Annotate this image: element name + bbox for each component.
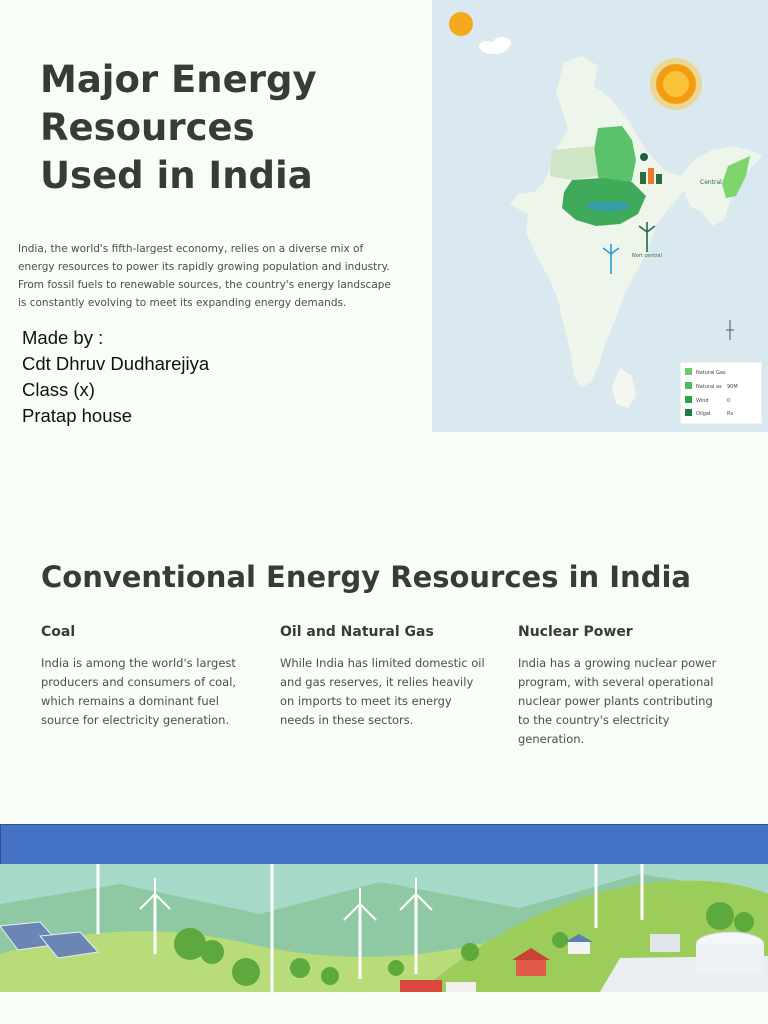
legend-value: 0 bbox=[727, 398, 731, 404]
text-line: program, with several operational bbox=[518, 675, 714, 689]
landscape-svg bbox=[0, 864, 768, 992]
title-line: Used in India bbox=[40, 154, 313, 197]
nuclear-column bbox=[518, 624, 728, 749]
text-line: to the country's electricity bbox=[518, 713, 670, 727]
column-title: Coal bbox=[41, 624, 76, 640]
text-line: on imports to meet its energy bbox=[280, 694, 452, 708]
text-line: India has a growing nuclear power bbox=[518, 656, 717, 670]
author-class: Class (x) bbox=[22, 379, 95, 400]
title-line: Resources bbox=[40, 106, 255, 149]
compass-icon bbox=[726, 320, 734, 340]
sri-lanka-landmass bbox=[612, 368, 636, 408]
column-text bbox=[280, 654, 490, 730]
made-by-label: Made by : bbox=[22, 327, 104, 348]
text-line: producers and consumers of coal, bbox=[41, 675, 237, 689]
legend-swatch bbox=[685, 396, 692, 403]
text-line: generation. bbox=[518, 732, 585, 746]
legend-label: Natural as bbox=[696, 384, 722, 390]
text-line: which remains a dominant fuel bbox=[41, 694, 219, 708]
text-line: and gas reserves, it relies heavily bbox=[280, 675, 474, 689]
map-label-mid: Nort central bbox=[632, 253, 662, 259]
text-line: While India has limited domestic oil bbox=[280, 656, 485, 670]
india-energy-map-illustration bbox=[432, 0, 768, 432]
renewable-landscape-illustration bbox=[0, 864, 768, 992]
oil-gas-column bbox=[280, 624, 490, 730]
legend-swatch bbox=[685, 409, 692, 416]
intro-line: India, the world's fifth-largest economy, relies on a diverse mix of bbox=[18, 243, 364, 255]
column-text bbox=[41, 654, 251, 730]
text-line: needs in these sectors. bbox=[280, 713, 414, 727]
page-title bbox=[40, 56, 420, 200]
legend-label: Oilgal bbox=[696, 411, 711, 417]
legend-label: Natural Gas bbox=[696, 370, 726, 376]
text-line: nuclear power plants contributing bbox=[518, 694, 713, 708]
author-name: Cdt Dhruv Dudharejiya bbox=[22, 353, 210, 374]
text-line: source for electricity generation. bbox=[41, 713, 230, 727]
intro-paragraph bbox=[18, 240, 418, 312]
coal-column bbox=[41, 624, 251, 730]
india-landmass bbox=[510, 56, 762, 388]
legend-item bbox=[685, 368, 726, 376]
title-line: Major Energy bbox=[40, 58, 317, 101]
title-slide bbox=[0, 0, 768, 432]
small-sun-icon bbox=[449, 12, 473, 36]
legend-label: Wind bbox=[696, 398, 709, 404]
region-light-band bbox=[550, 146, 598, 180]
map-legend bbox=[680, 362, 762, 424]
author-house: Pratap house bbox=[22, 405, 133, 426]
text-line: India is among the world's largest bbox=[41, 656, 236, 670]
map-label-east: Central bbox=[700, 179, 722, 186]
intro-line: energy resources to power its rapidly growing population and industry. bbox=[18, 261, 390, 273]
legend-value: Rs bbox=[727, 411, 734, 417]
column-title: Oil and Natural Gas bbox=[280, 624, 434, 640]
column-text bbox=[518, 654, 728, 749]
legend-swatch bbox=[685, 382, 692, 389]
title-band bbox=[0, 824, 768, 864]
author-credits bbox=[22, 325, 209, 429]
intro-line: is constantly evolving to meet its expanding energy demands. bbox=[18, 297, 347, 309]
river-icon bbox=[586, 201, 630, 211]
sun-icon bbox=[650, 58, 702, 110]
section-heading: Conventional Energy Resources in India bbox=[41, 560, 691, 594]
column-title: Nuclear Power bbox=[518, 624, 633, 640]
india-map-svg bbox=[432, 0, 768, 432]
cloud-icon bbox=[479, 37, 511, 54]
legend-value: 90M bbox=[727, 384, 738, 390]
intro-line: From fossil fuels to renewable sources, the country's energy landscape bbox=[18, 279, 391, 291]
legend-swatch bbox=[685, 368, 692, 375]
